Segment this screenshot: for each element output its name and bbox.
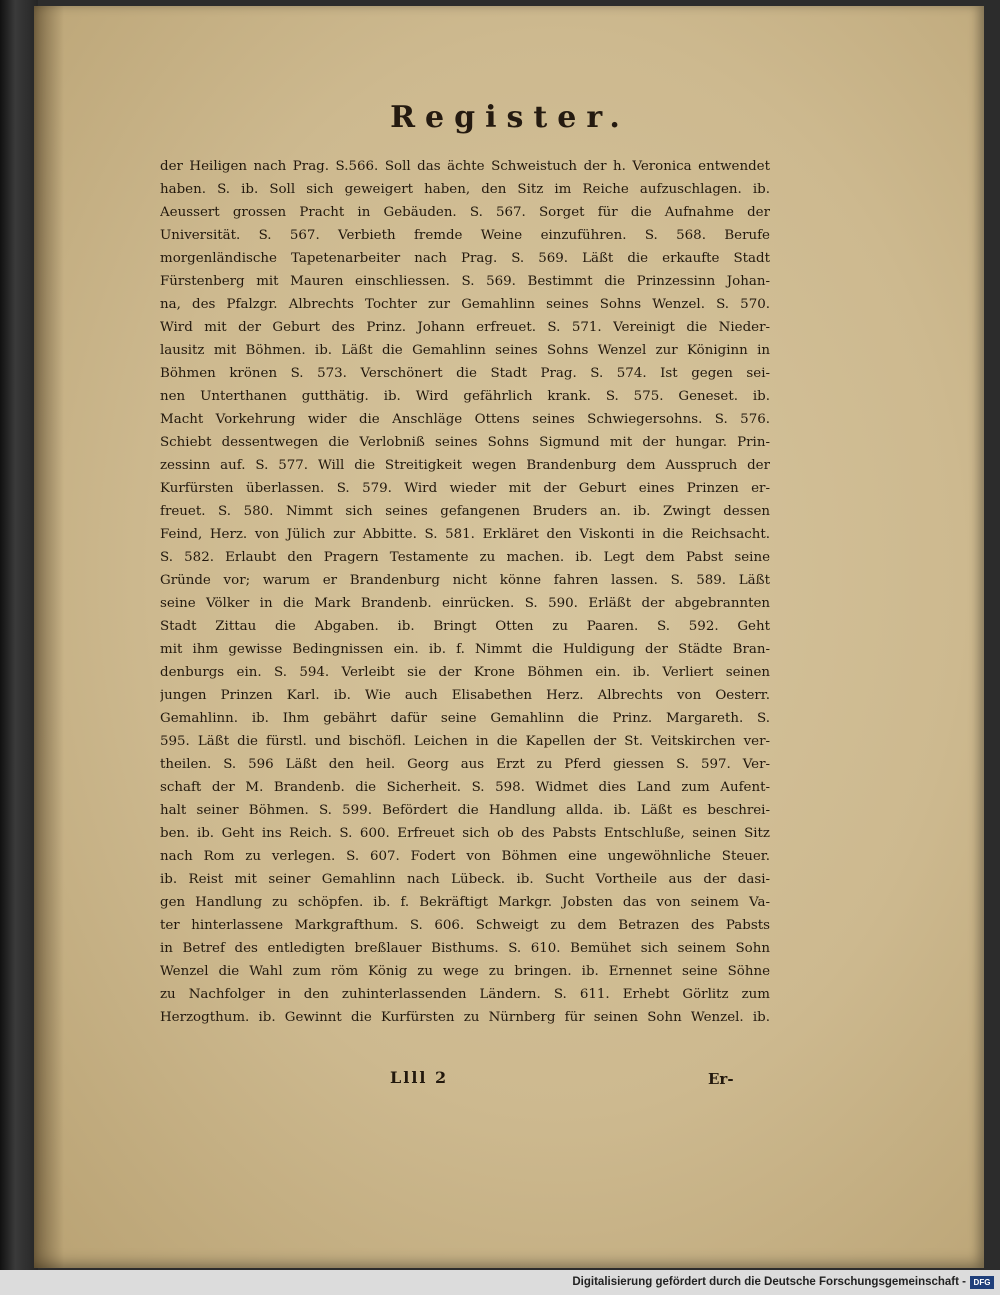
text-line: halt seiner Böhmen. S. 599. Befördert die Handlung allda. ib. Läßt es beschrei- [160,803,770,818]
text-line: zessinn auf. S. 577. Will die Streitigkeit wegen Brandenburg dem Ausspruch der [160,458,770,473]
text-line: Macht Vorkehrung wider die Anschläge Ottens seines Schwiegersohns. S. 576. [160,412,770,427]
text-line: Wird mit der Geburt des Prinz. Johann erfreuet. S. 571. Vereinigt die Nieder- [160,320,770,335]
text-line: nen Unterthanen gutthätig. ib. Wird gefährlich krank. S. 575. Geneset. ib. [160,389,770,404]
text-line: Aeussert grossen Pracht in Gebäuden. S. 567. Sorget für die Aufnahme der [160,205,770,220]
text-line: Kurfürsten überlassen. S. 579. Wird wieder mit der Geburt eines Prinzen er- [160,481,770,496]
signature-mark: Llll 2 [390,1068,449,1087]
text-line: jungen Prinzen Karl. ib. Wie auch Elisabethen Herz. Albrechts von Oesterr. [160,688,770,703]
text-line: mit ihm gewisse Bedingnissen ein. ib. f. Nimmt die Huldigung der Städte Bran- [160,642,770,657]
text-line: ben. ib. Geht ins Reich. S. 600. Erfreuet sich ob des Pabsts Entschluße, seinen Sitz [160,826,770,841]
text-line: Wenzel die Wahl zum röm König zu wege zu bringen. ib. Ernennet seine Söhne [160,964,770,979]
text-line: schaft der M. Brandenb. die Sicherheit. S. 598. Widmet dies Land zum Aufent- [160,780,770,795]
text-line: in Betref des entledigten breßlauer Bisthums. S. 610. Bemühet sich seinem Sohn [160,941,770,956]
text-line: Gemahlinn. ib. Ihm gebährt dafür seine Gemahlinn die Prinz. Margareth. S. [160,711,770,726]
text-line: seine Völker in die Mark Brandenb. einrücken. S. 590. Erläßt der abgebrannten [160,596,770,611]
text-line: der Heiligen nach Prag. S.566. Soll das ächte Schweistuch der h. Veronica entwendet [160,159,770,174]
dfg-logo: DFG [970,1276,994,1289]
text-line: ter hinterlassene Markgrafthum. S. 606. Schweigt zu dem Betrazen des Pabsts [160,918,770,933]
text-line: haben. S. ib. Soll sich geweigert haben, den Sitz im Reiche aufzuschlagen. ib. [160,182,770,197]
text-line: lausitz mit Böhmen. ib. Läßt die Gemahlinn seines Sohns Wenzel zur Königinn in [160,343,770,358]
text-line: denburgs ein. S. 594. Verleibt sie der Krone Böhmen ein. ib. Verliert seinen [160,665,770,680]
body-text [160,155,770,1029]
text-line: Feind, Herz. von Jülich zur Abbitte. S. 581. Erkläret den Viskonti in die Reichsacht. [160,527,770,542]
text-line: Gründe vor; warum er Brandenburg nicht könne fahren lassen. S. 589. Läßt [160,573,770,588]
book-binding [0,0,38,1270]
text-line: Herzogthum. ib. Gewinnt die Kurfürsten zu Nürnberg für seinen Sohn Wenzel. ib. [160,1010,770,1025]
text-line: gen Handlung zu schöpfen. ib. f. Bekräftigt Markgr. Jobsten das von seinem Va- [160,895,770,910]
text-line: zu Nachfolger in den zuhinterlassenden Ländern. S. 611. Erhebt Görlitz zum [160,987,770,1002]
footer-credit: Digitalisierung gefördert durch die Deutsche Forschungsgemeinschaft - [572,1276,966,1288]
text-line: morgenländische Tapetenarbeiter nach Prag. S. 569. Läßt die erkaufte Stadt [160,251,770,266]
text-line: na, des Pfalzgr. Albrechts Tochter zur Gemahlinn seines Sohns Wenzel. S. 570. [160,297,770,312]
text-line: Universität. S. 567. Verbieth fremde Weine einzuführen. S. 568. Berufe [160,228,770,243]
text-line: Stadt Zittau die Abgaben. ib. Bringt Otten zu Paaren. S. 592. Geht [160,619,770,634]
text-line: Schiebt dessentwegen die Verlobniß seines Sohns Sigmund mit der hungar. Prin- [160,435,770,450]
catchword: Er- [708,1070,734,1088]
text-line: S. 582. Erlaubt den Pragern Testamente zu machen. ib. Legt dem Pabst seine [160,550,770,565]
text-line: freuet. S. 580. Nimmt sich seines gefangenen Bruders an. ib. Zwingt dessen [160,504,770,519]
text-line: Böhmen krönen S. 573. Verschönert die Stadt Prag. S. 574. Ist gegen sei- [160,366,770,381]
text-line: nach Rom zu verlegen. S. 607. Fodert von Böhmen eine ungewöhnliche Steuer. [160,849,770,864]
text-line: Fürstenberg mit Mauren einschliessen. S. 569. Bestimmt die Prinzessinn Johan- [160,274,770,289]
text-line: theilen. S. 596 Läßt den heil. Georg aus Erzt zu Pferd giessen S. 597. Ver- [160,757,770,772]
text-line: 595. Läßt die fürstl. und bischöfl. Leichen in die Kapellen der St. Veitskirchen ver- [160,734,770,749]
text-line: ib. Reist mit seiner Gemahlinn nach Lübeck. ib. Sucht Vortheile aus der dasi- [160,872,770,887]
gutter-shadow [34,6,64,1268]
running-head: Register. [390,100,630,135]
